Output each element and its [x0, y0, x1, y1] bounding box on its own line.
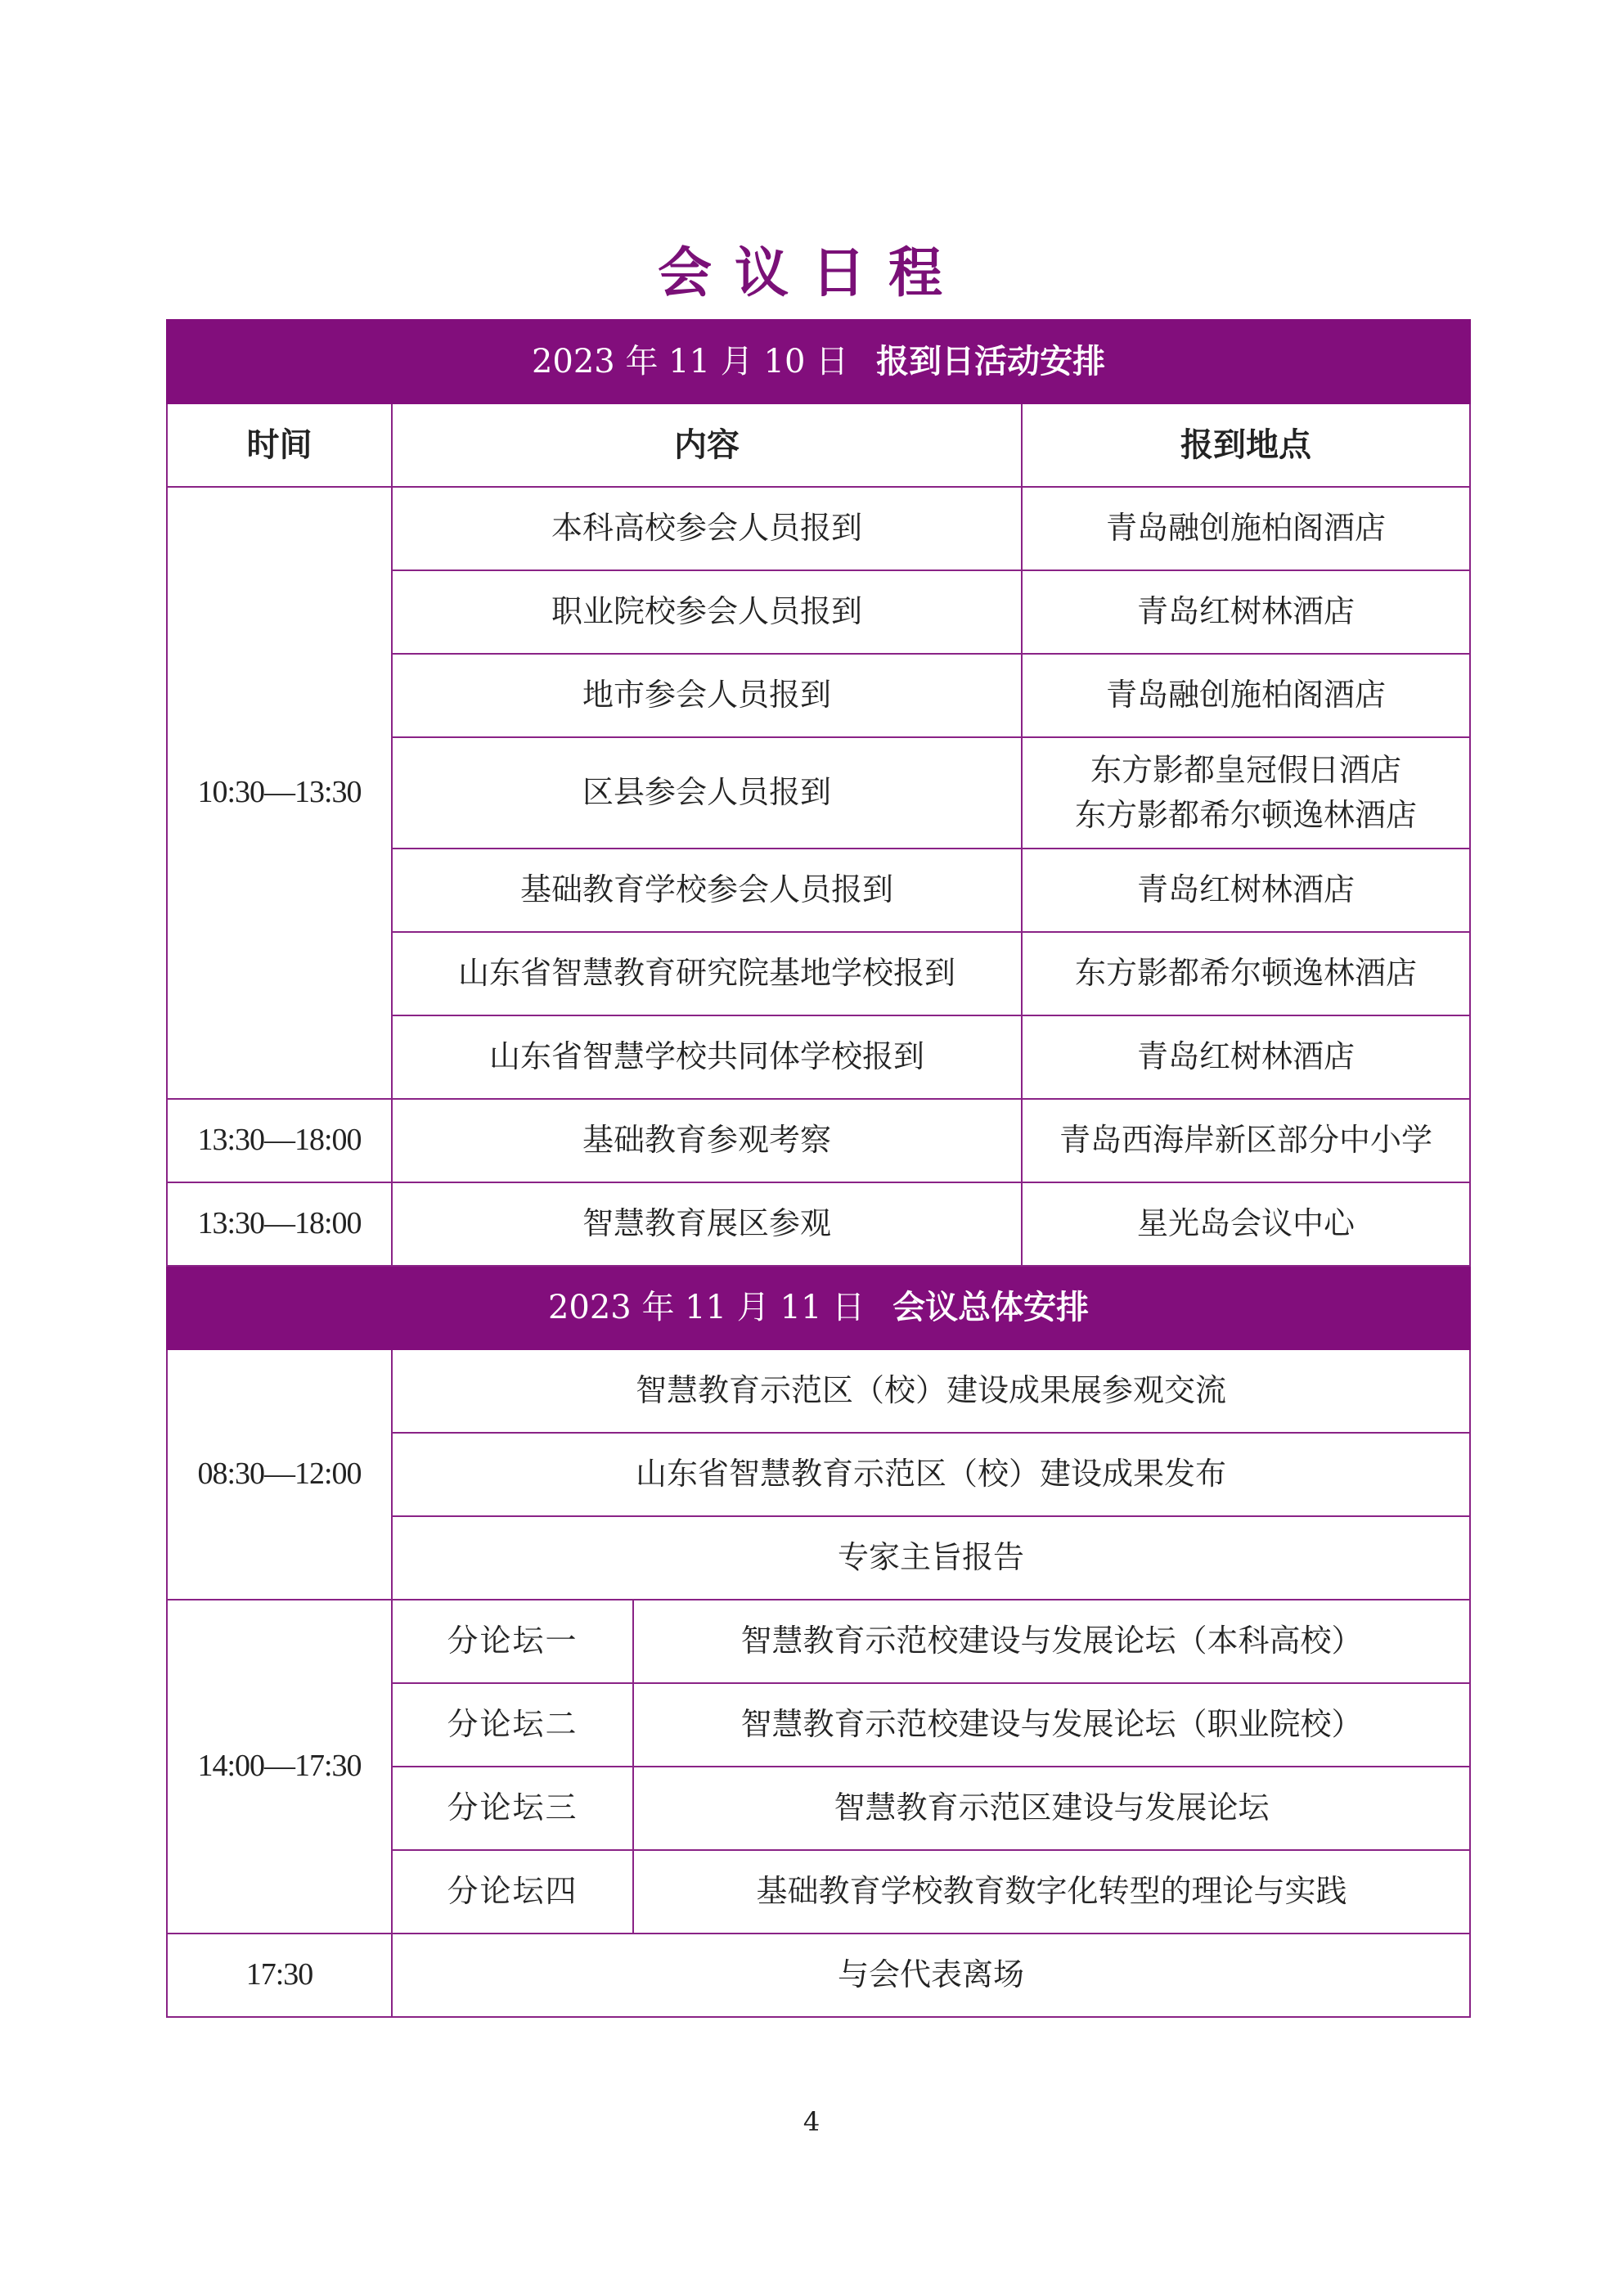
content-cell: 基础教育学校参会人员报到	[392, 849, 1022, 932]
day1-header-row	[167, 320, 1470, 403]
table-row	[167, 1934, 1470, 2017]
location-cell: 青岛西海岸新区部分中小学	[1022, 1099, 1470, 1182]
table-row	[167, 1182, 1470, 1266]
table-row	[167, 1349, 1470, 1433]
table-row	[167, 487, 1470, 570]
location-cell: 青岛红树林酒店	[1022, 570, 1470, 654]
forum-label: 分论坛二	[392, 1683, 633, 1767]
content-cell: 智慧教育展区参观	[392, 1182, 1022, 1266]
day2-date: 2023 年 11 月 11 日	[547, 1289, 865, 1326]
forum-label: 分论坛四	[392, 1850, 633, 1934]
page-number: 4	[803, 2106, 820, 2137]
location-cell: 青岛红树林酒店	[1022, 1015, 1470, 1099]
content-cell: 山东省智慧教育研究院基地学校报到	[392, 932, 1022, 1015]
location-cell: 青岛融创施柏阁酒店	[1022, 654, 1470, 737]
location-cell: 东方影都希尔顿逸林酒店	[1022, 932, 1470, 1015]
header-time: 时间	[167, 403, 392, 487]
day1-heading: 报到日活动安排	[876, 342, 1106, 380]
forum-title: 基础教育学校教育数字化转型的理论与实践	[633, 1850, 1470, 1934]
day1-date: 2023 年 11 月 10 日	[531, 343, 849, 380]
table-row	[167, 1099, 1470, 1182]
time-cell: 13:30—18:00	[167, 1099, 392, 1182]
time-cell: 14:00—17:30	[167, 1600, 392, 1934]
header-location: 报到地点	[1022, 403, 1470, 487]
time-cell: 13:30—18:00	[167, 1182, 392, 1266]
content-cell: 基础教育参观考察	[392, 1099, 1022, 1182]
time-cell: 08:30—12:00	[167, 1349, 392, 1600]
content-cell: 智慧教育示范区（校）建设成果展参观交流	[392, 1349, 1470, 1433]
location-line: 东方影都希尔顿逸林酒店	[1075, 797, 1418, 833]
location-cell	[1022, 737, 1470, 849]
time-cell: 10:30—13:30	[167, 487, 392, 1099]
content-cell: 山东省智慧教育示范区（校）建设成果发布	[392, 1433, 1470, 1516]
location-cell: 星光岛会议中心	[1022, 1182, 1470, 1266]
location-cell: 青岛融创施柏阁酒店	[1022, 487, 1470, 570]
content-cell: 山东省智慧学校共同体学校报到	[392, 1015, 1022, 1099]
forum-label: 分论坛三	[392, 1767, 633, 1850]
forum-title: 智慧教育示范校建设与发展论坛（本科高校）	[633, 1600, 1470, 1683]
day2-heading: 会议总体安排	[892, 1288, 1090, 1326]
page-title: 会议日程	[658, 241, 965, 304]
day2-header	[167, 1266, 1470, 1349]
content-cell: 职业院校参会人员报到	[392, 570, 1022, 654]
content-cell: 地市参会人员报到	[392, 654, 1022, 737]
forum-title: 智慧教育示范区建设与发展论坛	[633, 1767, 1470, 1850]
location-line: 东方影都皇冠假日酒店	[1090, 751, 1402, 788]
schedule-table	[166, 319, 1471, 2018]
content-cell: 与会代表离场	[392, 1934, 1470, 2017]
day2-header-row	[167, 1266, 1470, 1349]
table-row	[167, 1600, 1470, 1683]
content-cell: 专家主旨报告	[392, 1516, 1470, 1600]
day1-header	[167, 320, 1470, 403]
column-header-row	[167, 403, 1470, 487]
content-cell: 区县参会人员报到	[392, 737, 1022, 849]
forum-label: 分论坛一	[392, 1600, 633, 1683]
time-cell: 17:30	[167, 1934, 392, 2017]
content-cell: 本科高校参会人员报到	[392, 487, 1022, 570]
forum-title: 智慧教育示范校建设与发展论坛（职业院校）	[633, 1683, 1470, 1767]
location-cell: 青岛红树林酒店	[1022, 849, 1470, 932]
header-content: 内容	[392, 403, 1022, 487]
